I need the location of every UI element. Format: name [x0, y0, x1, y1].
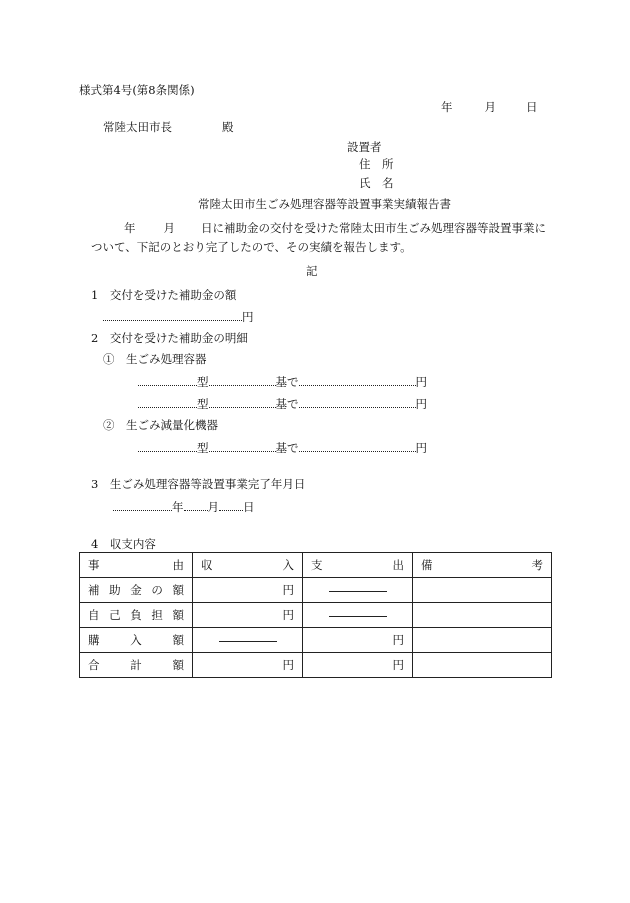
expense-cell: [303, 603, 413, 628]
addressee-honorific: 殿: [222, 120, 234, 134]
month-blank: [184, 499, 208, 511]
table-row-subsidy: [80, 578, 552, 603]
amount-unit: 円: [242, 310, 254, 324]
body-line-1: [124, 221, 546, 235]
header-reason: 事 由: [80, 553, 193, 578]
date-line: [441, 100, 538, 114]
price-blank: [299, 374, 416, 386]
applicant-title: 設置者: [347, 140, 382, 154]
section-1-amount: [103, 309, 254, 324]
remarks-cell: [413, 628, 552, 653]
addressee-name: 常陸太田市長: [103, 120, 172, 134]
addressee: [103, 120, 234, 134]
section-2-item-1: ① 生ごみ処理容器: [103, 352, 207, 366]
completion-month: 月: [207, 500, 219, 514]
body-year: 年: [124, 221, 136, 235]
count-label: 基で: [275, 441, 299, 455]
document-title: 常陸太田市生ごみ処理容器等設置事業実績報告書: [198, 197, 451, 211]
header-income: 収 入: [193, 553, 303, 578]
completion-day: 日: [243, 500, 255, 514]
income-cell: 円: [193, 603, 303, 628]
section-4-title: 4 収支内容: [91, 537, 156, 551]
model-blank: [138, 440, 197, 452]
model-blank: [138, 374, 197, 386]
income-cell: [193, 628, 303, 653]
remarks-cell: [413, 578, 552, 603]
header-remarks: 備 考: [413, 553, 552, 578]
year-blank: [113, 499, 172, 511]
body-month: 月: [163, 221, 175, 235]
remarks-cell: [413, 653, 552, 678]
expense-cell: 円: [303, 653, 413, 678]
row-label: 購 入 額: [80, 628, 193, 653]
income-cell: 円: [193, 578, 303, 603]
income-expense-table: [79, 552, 552, 678]
header-expense: 支 出: [303, 553, 413, 578]
section-1-title: 1 交付を受けた補助金の額: [91, 288, 237, 302]
remarks-cell: [413, 603, 552, 628]
unit-label: 円: [415, 397, 427, 411]
expense-cell: 円: [303, 628, 413, 653]
count-label: 基で: [275, 375, 299, 389]
unit-label: 円: [415, 375, 427, 389]
dash-line: [219, 641, 277, 642]
completion-year: 年: [172, 500, 184, 514]
table-row-purchase: [80, 628, 552, 653]
table-row-self-pay: [80, 603, 552, 628]
section-2-item-2: ② 生ごみ減量化機器: [103, 418, 218, 432]
model-blank: [138, 396, 197, 408]
unit-label: 円: [415, 441, 427, 455]
model-label: 型: [197, 375, 209, 389]
amount-blank: [103, 309, 242, 321]
row-label: 合 計 額: [80, 653, 193, 678]
date-year: 年: [441, 100, 453, 114]
expense-cell: [303, 578, 413, 603]
body-text-1: 日に補助金の交付を受けた常陸太田市生ごみ処理容器等設置事業に: [201, 221, 546, 235]
table-row-total: [80, 653, 552, 678]
count-label: 基で: [275, 397, 299, 411]
row-label: 自 己 負 担 額: [80, 603, 193, 628]
table-header-row: [80, 553, 552, 578]
model-label: 型: [197, 441, 209, 455]
form-number: 様式第4号(第8条関係): [79, 83, 195, 97]
applicant-address-label: 住 所: [359, 157, 394, 171]
date-day: 日: [526, 100, 538, 114]
count-blank: [209, 374, 276, 386]
detail-row-1: [138, 374, 427, 389]
count-blank: [209, 440, 276, 452]
dash-line: [329, 591, 387, 592]
dash-line: [329, 616, 387, 617]
ki-heading: 記: [306, 264, 318, 278]
section-3-title: 3 生ごみ処理容器等設置事業完了年月日: [91, 477, 306, 491]
detail-row-3: [138, 440, 427, 455]
income-cell: 円: [193, 653, 303, 678]
row-label: 補 助 金 の 額: [80, 578, 193, 603]
model-label: 型: [197, 397, 209, 411]
day-blank: [219, 499, 243, 511]
date-month: 月: [484, 100, 496, 114]
completion-date: [113, 499, 255, 514]
body-line-2: ついて、下記のとおり完了したので、その実績を報告します。: [91, 240, 412, 254]
price-blank: [299, 396, 416, 408]
section-2-title: 2 交付を受けた補助金の明細: [91, 331, 248, 345]
count-blank: [209, 396, 276, 408]
price-blank: [299, 440, 416, 452]
detail-row-2: [138, 396, 427, 411]
applicant-name-label: 氏 名: [359, 176, 394, 190]
